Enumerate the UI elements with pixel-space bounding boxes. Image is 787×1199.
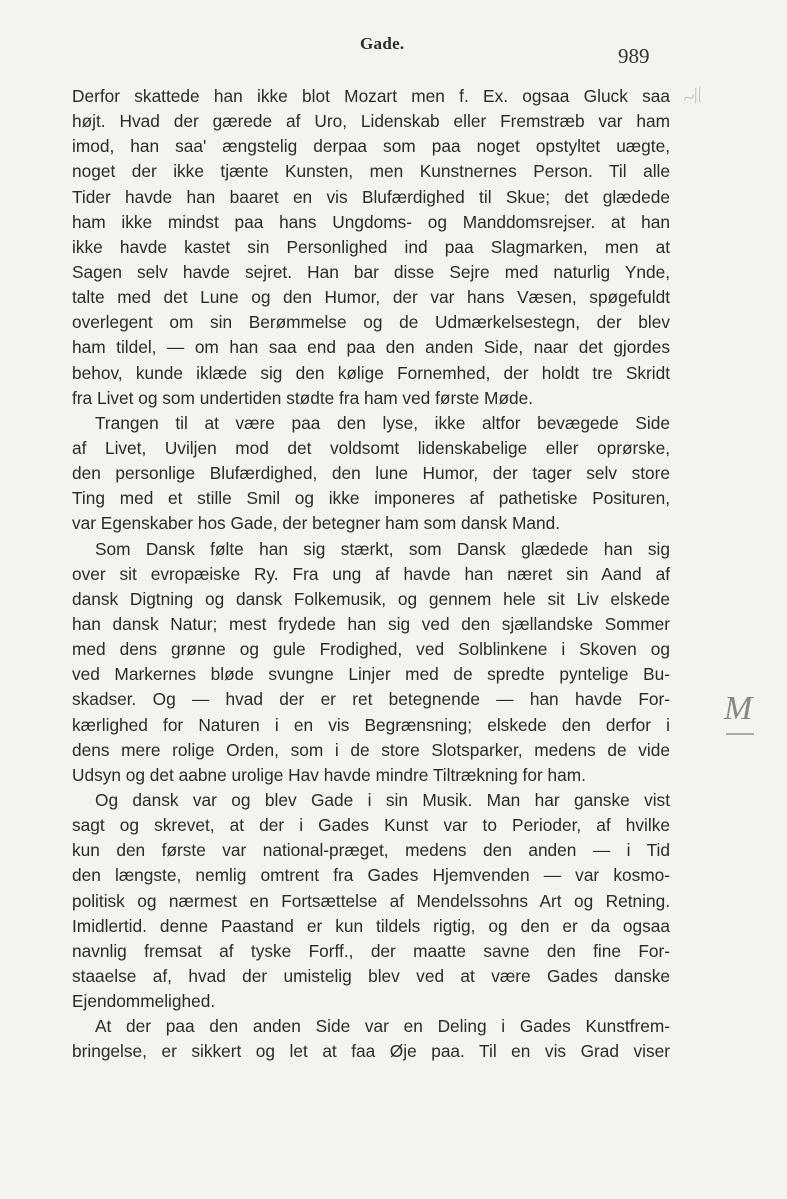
text-line: Derfor skattede han ikke blot Mozart men f. Ex. ogsaa Gluck saa [72, 86, 670, 106]
text-line: af Livet, Uviljen mod det voldsomt lidenskabelige eller oprørske, [72, 437, 670, 458]
text-line: noget der ikke tjænte Kunsten, men Kunstnernes Person. Til alle [72, 161, 670, 182]
text-line: Udsyn og det aabne urolige Hav havde mindre Tiltrækning for ham. [72, 764, 586, 785]
running-head: Gade. [360, 34, 405, 53]
text-line: den personlige Blufærdighed, den lune Humor, der tager selv store [72, 463, 670, 484]
text-line: dansk Digtning og dansk Folkemusik, og gennem hele sit Liv elskede [72, 588, 670, 609]
text-line: staaelse af, hvad der umistelig blev ved at være Gades danske [72, 965, 670, 986]
text-line: ham tildel, — om han saa end paa den anden Side, naar det gjordes [72, 337, 670, 358]
text-line: ham ikke mindst paa hans Ungdoms- og Manddomsrejser. at han [72, 211, 670, 232]
text-line: sagt og skrevet, at der i Gades Kunst var to Perioder, af hvilke [72, 815, 670, 836]
text-line: navnlig fremsat af tyske Forff., der maatte savne den fine For- [72, 940, 670, 961]
text-line: kun den første var national-præget, medens den anden — i Tid [72, 840, 670, 861]
text-line: med dens grønne og gule Frodighed, ved Solblinkene i Skoven og [72, 639, 670, 660]
margin-annotation-top: ~// [679, 81, 705, 112]
text-line: Tider havde han baaret en vis Blufærdighed til Skue; det glædede [72, 186, 670, 207]
text-line: dens mere rolige Orden, som i de store Slotsparker, medens de vide [72, 739, 670, 760]
text-line: ikke havde kastet sin Personlighed ind paa Slagmarken, men at [72, 236, 670, 257]
margin-annotation-underline [726, 733, 754, 735]
text-line: over sit evropæiske Ry. Fra ung af havde han næret sin Aand af [72, 563, 670, 584]
text-line: overlegent om sin Berømmelse og de Udmærkelsestegn, der blev [72, 312, 670, 333]
text-line: Og dansk var og blev Gade i sin Musik. Man har ganske vist [95, 789, 670, 810]
margin-annotation-middle: M [724, 690, 747, 727]
text-line: fra Livet og som undertiden stødte fra ham ved første Møde. [72, 387, 534, 408]
text-line: politisk og nærmest en Fortsættelse af Mendelssohns Art og Retning. [72, 890, 670, 911]
text-line: At der paa den anden Side var en Deling i Gades Kunstfrem- [95, 1016, 670, 1037]
text-line: ved Markernes bløde svungne Linjer med de spredte pyntelige Bu- [72, 664, 670, 685]
text-line: Ejendommelighed. [72, 991, 216, 1012]
text-line: var Egenskaber hos Gade, der betegner ham som dansk Mand. [72, 513, 560, 534]
text-line: Som Dansk følte han sig stærkt, som Dansk glædede han sig [95, 538, 670, 559]
text-line: kærlighed for Naturen i en vis Begrænsning; elskede den derfor i [72, 714, 670, 735]
text-line: behov, kunde iklæde sig den kølige Fornemhed, der holdt tre Skridt [72, 362, 670, 383]
text-line: talte med det Lune og den Humor, der var hans Væsen, spøgefuldt [72, 287, 670, 308]
text-line: den længste, nemlig omtrent fra Gades Hjemvenden — var kosmo- [72, 865, 670, 886]
text-line: Trangen til at være paa den lyse, ikke altfor bevægede Side [95, 412, 670, 433]
text-line: imod, han saa' ængstelig derpaa som paa noget opstyltet uægte, [72, 136, 670, 157]
text-line: Ting med et stille Smil og ikke imponeres af pathetiske Posituren, [72, 488, 670, 509]
text-line: Sagen selv havde sejret. Han bar disse Sejre med naturlig Ynde, [72, 261, 670, 282]
text-line: bringelse, er sikkert og let at faa Øje paa. Til en vis Grad viser [72, 1041, 670, 1062]
text-line: han dansk Natur; mest frydede han sig ved den sjællandske Sommer [72, 613, 670, 634]
text-line: Imidlertid. denne Paastand er kun tildels rigtig, og den er da ogsaa [72, 915, 670, 936]
text-line: skadser. Og — hvad der er ret betegnende — han havde For- [72, 689, 670, 710]
page-number: 989 [618, 44, 650, 68]
body-text [72, 84, 670, 1064]
text-line: højt. Hvad der gærede af Uro, Lidenskab eller Fremstræb var ham [72, 111, 670, 132]
